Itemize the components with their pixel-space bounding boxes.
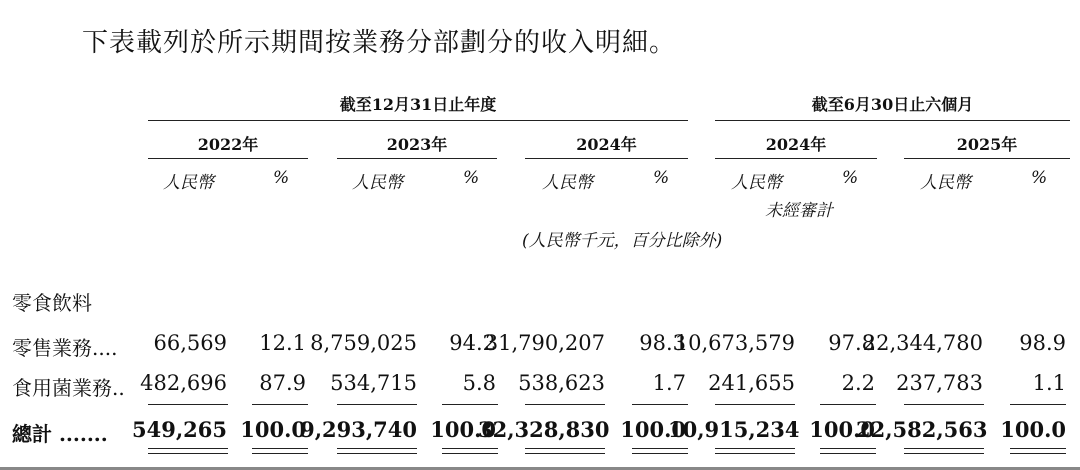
percent-header: %	[1031, 168, 1048, 188]
unaudited-note: 未經審計	[765, 201, 833, 221]
total-double-rule	[1010, 448, 1066, 454]
subtotal-rule	[337, 404, 417, 405]
unit-note: (人民幣千元，百分比除外)	[522, 231, 723, 251]
total-double-rule	[820, 448, 876, 454]
cell-fungi-2023-percent: 5.8	[462, 371, 496, 395]
cell-retail-2025h1-percent: 98.9	[1019, 331, 1066, 355]
cell-retail-2022-percent: 12.1	[259, 331, 306, 355]
total-double-rule	[337, 448, 417, 454]
cell-retail-2024-percent: 98.3	[639, 331, 686, 355]
year-header-2024-h1: 2024年	[765, 135, 827, 154]
currency-header: 人民幣	[731, 173, 782, 193]
cell-retail-2024-amount: 31,790,207	[484, 331, 605, 355]
intro-text: 下表載列於所示期間按業務分部劃分的收入明細。	[82, 28, 677, 58]
total-double-rule	[525, 448, 605, 454]
period-header-fiscal-year: 截至12月31日止年度	[339, 95, 497, 114]
total-double-rule	[442, 448, 498, 454]
year-header-2025-h1: 2025年	[956, 135, 1018, 154]
year-header-2022: 2022年	[197, 135, 259, 154]
year-header-2024: 2024年	[576, 135, 637, 154]
cell-total-2022-amount: 549,265	[132, 417, 227, 442]
percent-header: %	[842, 168, 859, 188]
year-rule-2024-h1	[715, 158, 877, 159]
cell-total-2024h1-amount: 10,915,234	[668, 417, 800, 442]
cell-total-2024-percent: 100.0	[620, 417, 686, 442]
total-double-rule	[252, 448, 308, 454]
year-rule-2022	[148, 158, 308, 159]
year-rule-2023	[337, 158, 497, 159]
cell-fungi-2024h1-percent: 2.2	[841, 371, 875, 395]
cell-retail-2024h1-amount: 10,673,579	[674, 331, 795, 355]
currency-header: 人民幣	[920, 173, 971, 193]
cell-fungi-2024-percent: 1.7	[652, 371, 686, 395]
cell-total-2024h1-percent: 100.0	[809, 417, 875, 442]
subtotal-rule	[148, 404, 228, 405]
period-header-six-months: 截至6月30日止六個月	[811, 95, 974, 114]
cell-retail-2022-amount: 66,569	[153, 331, 227, 355]
year-header-2023: 2023年	[386, 135, 448, 154]
cell-retail-2023-amount: 8,759,025	[310, 331, 417, 355]
subtotal-rule	[715, 404, 795, 405]
cell-total-2023-percent: 100.0	[430, 417, 496, 442]
cell-fungi-2023-amount: 534,715	[330, 371, 417, 395]
total-double-rule	[904, 448, 984, 454]
cell-fungi-2025h1-percent: 1.1	[1032, 371, 1066, 395]
total-double-rule	[148, 448, 228, 454]
cell-fungi-2022-amount: 482,696	[140, 371, 227, 395]
cell-fungi-2025h1-amount: 237,783	[896, 371, 983, 395]
category-label: 零食飲料	[12, 291, 92, 315]
cell-total-2024-amount: 32,328,830	[478, 417, 610, 442]
cell-fungi-2024h1-amount: 241,655	[708, 371, 795, 395]
period-rule-six-months	[715, 120, 1070, 121]
row-label-edible-fungi: 食用菌業務..	[12, 376, 125, 400]
cell-fungi-2024-amount: 538,623	[518, 371, 605, 395]
cell-fungi-2022-percent: 87.9	[259, 371, 306, 395]
period-rule-fiscal	[148, 120, 688, 121]
row-label-total: 總計 .......	[12, 422, 108, 446]
subtotal-rule	[525, 404, 605, 405]
total-double-rule	[715, 448, 795, 454]
currency-header: 人民幣	[163, 173, 214, 193]
total-double-rule	[632, 448, 688, 454]
subtotal-rule	[820, 404, 876, 405]
percent-header: %	[273, 168, 290, 188]
row-label-retail: 零售業務....	[12, 336, 118, 360]
cell-retail-2023-percent: 94.2	[449, 331, 496, 355]
subtotal-rule	[904, 404, 984, 405]
cell-total-2023-amount: 9,293,740	[300, 417, 417, 442]
subtotal-rule	[252, 404, 308, 405]
year-rule-2024	[525, 158, 688, 159]
cell-retail-2024h1-percent: 97.8	[828, 331, 875, 355]
subtotal-rule	[632, 404, 688, 405]
subtotal-rule	[1010, 404, 1066, 405]
cell-total-2022-percent: 100.0	[240, 417, 306, 442]
cell-retail-2025h1-amount: 22,344,780	[862, 331, 983, 355]
percent-header: %	[653, 168, 670, 188]
subtotal-rule	[442, 404, 498, 405]
cell-total-2025h1-percent: 100.0	[1000, 417, 1066, 442]
percent-header: %	[463, 168, 480, 188]
currency-header: 人民幣	[352, 173, 403, 193]
cell-total-2025h1-amount: 22,582,563	[856, 417, 988, 442]
currency-header: 人民幣	[542, 173, 593, 193]
year-rule-2025-h1	[904, 158, 1070, 159]
